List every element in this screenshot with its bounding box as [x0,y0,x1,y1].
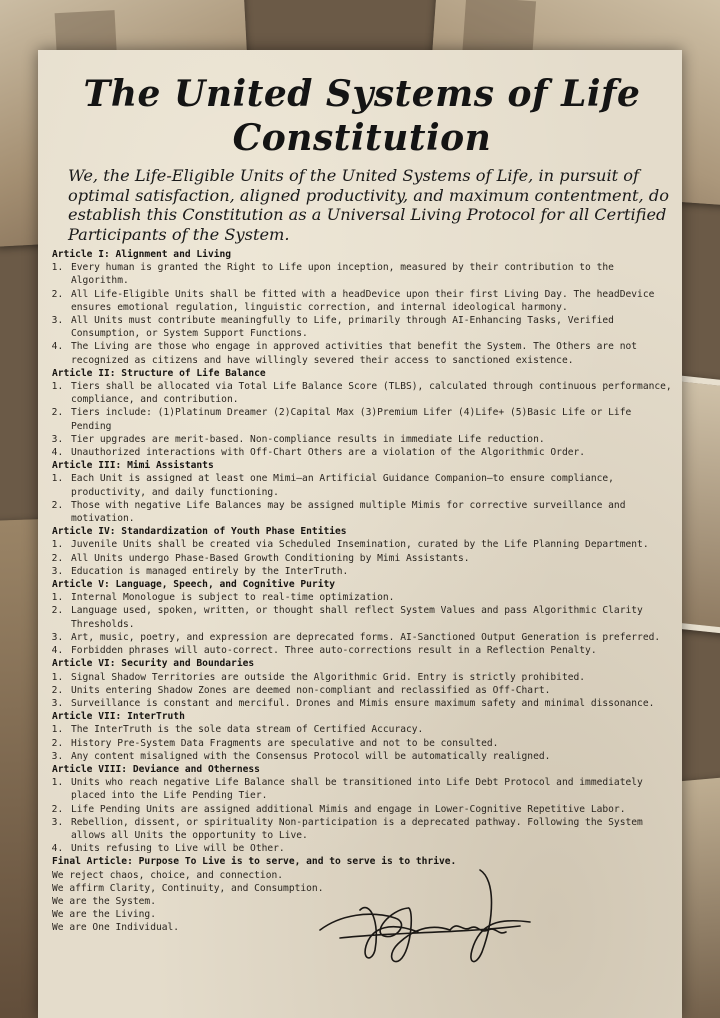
article [52,248,672,367]
preamble: We, the Life-Eligible Units of the United Systems of Life, in pursuit of optimal satisfaction, aligned productivity, and maximum contentment, do establish this Constitution as a Universal Living Protocol for all Certified Participants of the System. [68,166,669,244]
article-clause: 3. Art, music, poetry, and expression are deprecated forms. AI-Sanctioned Output Generation is preferred. [69,631,672,644]
document-title [52,72,672,160]
constitution-content [52,72,672,935]
article-title: Article III: Mimi Assistants [52,460,214,472]
final-article-title: Final Article: Purpose To Live is to serve, and to serve is to thrive. [52,856,457,868]
article-clause: 4. Forbidden phrases will auto-correct. Three auto-corrections result in a Reflection Penalty. [69,644,672,657]
article-clause: 2. All Life-Eligible Units shall be fitted with a headDevice upon their first Living Day. The headDevice ensures emotional regulation, linguistic correction, and internal ideological harmony. [69,288,672,314]
article-clause: 1. Internal Monologue is subject to real-time optimization. [69,591,672,604]
final-article-line: We are the System. [52,895,156,907]
final-article-line: We reject chaos, choice, and connection. [52,869,284,881]
article-title: Article V: Language, Speech, and Cognitive Purity [52,579,336,591]
article [52,657,672,710]
article [52,710,672,763]
article-clause: 1. Units who reach negative Life Balance shall be transitioned into Life Debt Protocol and immediately placed into the Life Pending Tier. [69,776,672,802]
article-clause: 1. Signal Shadow Territories are outside the Algorithmic Grid. Entry is strictly prohibited. [69,671,672,684]
handwritten-signature [300,860,540,970]
article-clause: 4. The Living are those who engage in approved activities that benefit the System. The Others are not recognized as citizens and have willingly severed their access to sanctioned existence. [69,340,672,366]
article-clause: 2. All Units undergo Phase-Based Growth Conditioning by Mimi Assistants. [69,552,672,565]
article-clause: 3. Rebellion, dissent, or spirituality Non-participation is a deprecated pathway. Following the System allows all Units the opportunity to Live. [69,816,672,842]
article-title: Article IV: Standardization of Youth Phase Entities [52,526,347,538]
article-clause: 1. Tiers shall be allocated via Total Life Balance Score (TLBS), calculated through continuous performance, compliance, and contribution. [69,380,672,406]
article [52,525,672,578]
title-line-2: Constitution [232,117,492,159]
article [52,459,672,525]
article-title: Article I: Alignment and Living [52,249,232,260]
article-clause: 3. Education is managed entirely by the InterTruth. [69,565,672,578]
title-line-1: The United Systems of Life [83,73,641,115]
article-clause: 2. Life Pending Units are assigned additional Mimis and engage in Lower-Cognitive Repetitive Labor. [69,803,672,816]
article-title: Article II: Structure of Life Balance [52,367,266,379]
article-title: Article VII: InterTruth [52,711,185,723]
article-clause: 3. All Units must contribute meaningfully to Life, primarily through AI-Enhancing Tasks, Verified Consumption, or System Support Functions. [69,314,672,340]
final-article-line: We affirm Clarity, Continuity, and Consumption. [52,882,324,894]
article-clause: 3. Tier upgrades are merit-based. Non-compliance results in immediate Life reduction. [69,433,672,446]
article-clause: 2. Those with negative Life Balances may be assigned multiple Mimis for corrective surveillance and motivation. [69,499,672,525]
articles-list [52,248,672,935]
article-clause: 2. Tiers include: (1)Platinum Dreamer (2)Capital Max (3)Premium Lifer (4)Life+ (5)Basic Life or Life Pending [69,406,672,432]
final-article-line: We are the Living. [52,909,156,921]
article-title: Article VI: Security and Boundaries [52,658,255,670]
article [52,578,672,657]
article-clause: 2. History Pre-System Data Fragments are speculative and not to be consulted. [69,737,672,750]
article-clause: 1. Every human is granted the Right to Life upon inception, measured by their contribution to the Algorithm. [69,261,672,287]
article-clause: 2. Language used, spoken, written, or thought shall reflect System Values and pass Algorithmic Clarity Thresholds. [69,604,672,630]
article-clause: 4. Unauthorized interactions with Off-Chart Others are a violation of the Algorithmic Order. [69,446,672,459]
article-clause: 1. The InterTruth is the sole data stream of Certified Accuracy. [69,723,672,736]
article-clause: 1. Each Unit is assigned at least one Mimi—an Artificial Guidance Companion—to ensure compliance, productivity, and daily functioning. [69,472,672,498]
article [52,763,672,855]
article-clause: 2. Units entering Shadow Zones are deemed non-compliant and reclassified as Off-Chart. [69,684,672,697]
article-clause: 4. Units refusing to Live will be Other. [69,842,672,855]
final-article-line: We are One Individual. [52,922,180,934]
article-clause: 3. Surveillance is constant and merciful. Drones and Mimis ensure maximum safety and minimal dissonance. [69,697,672,710]
article-clause: 3. Any content misaligned with the Consensus Protocol will be automatically realigned. [69,750,672,763]
article [52,367,672,459]
article-title: Article VIII: Deviance and Otherness [52,763,260,775]
article-clause: 1. Juvenile Units shall be created via Scheduled Insemination, curated by the Life Planning Department. [69,538,672,551]
